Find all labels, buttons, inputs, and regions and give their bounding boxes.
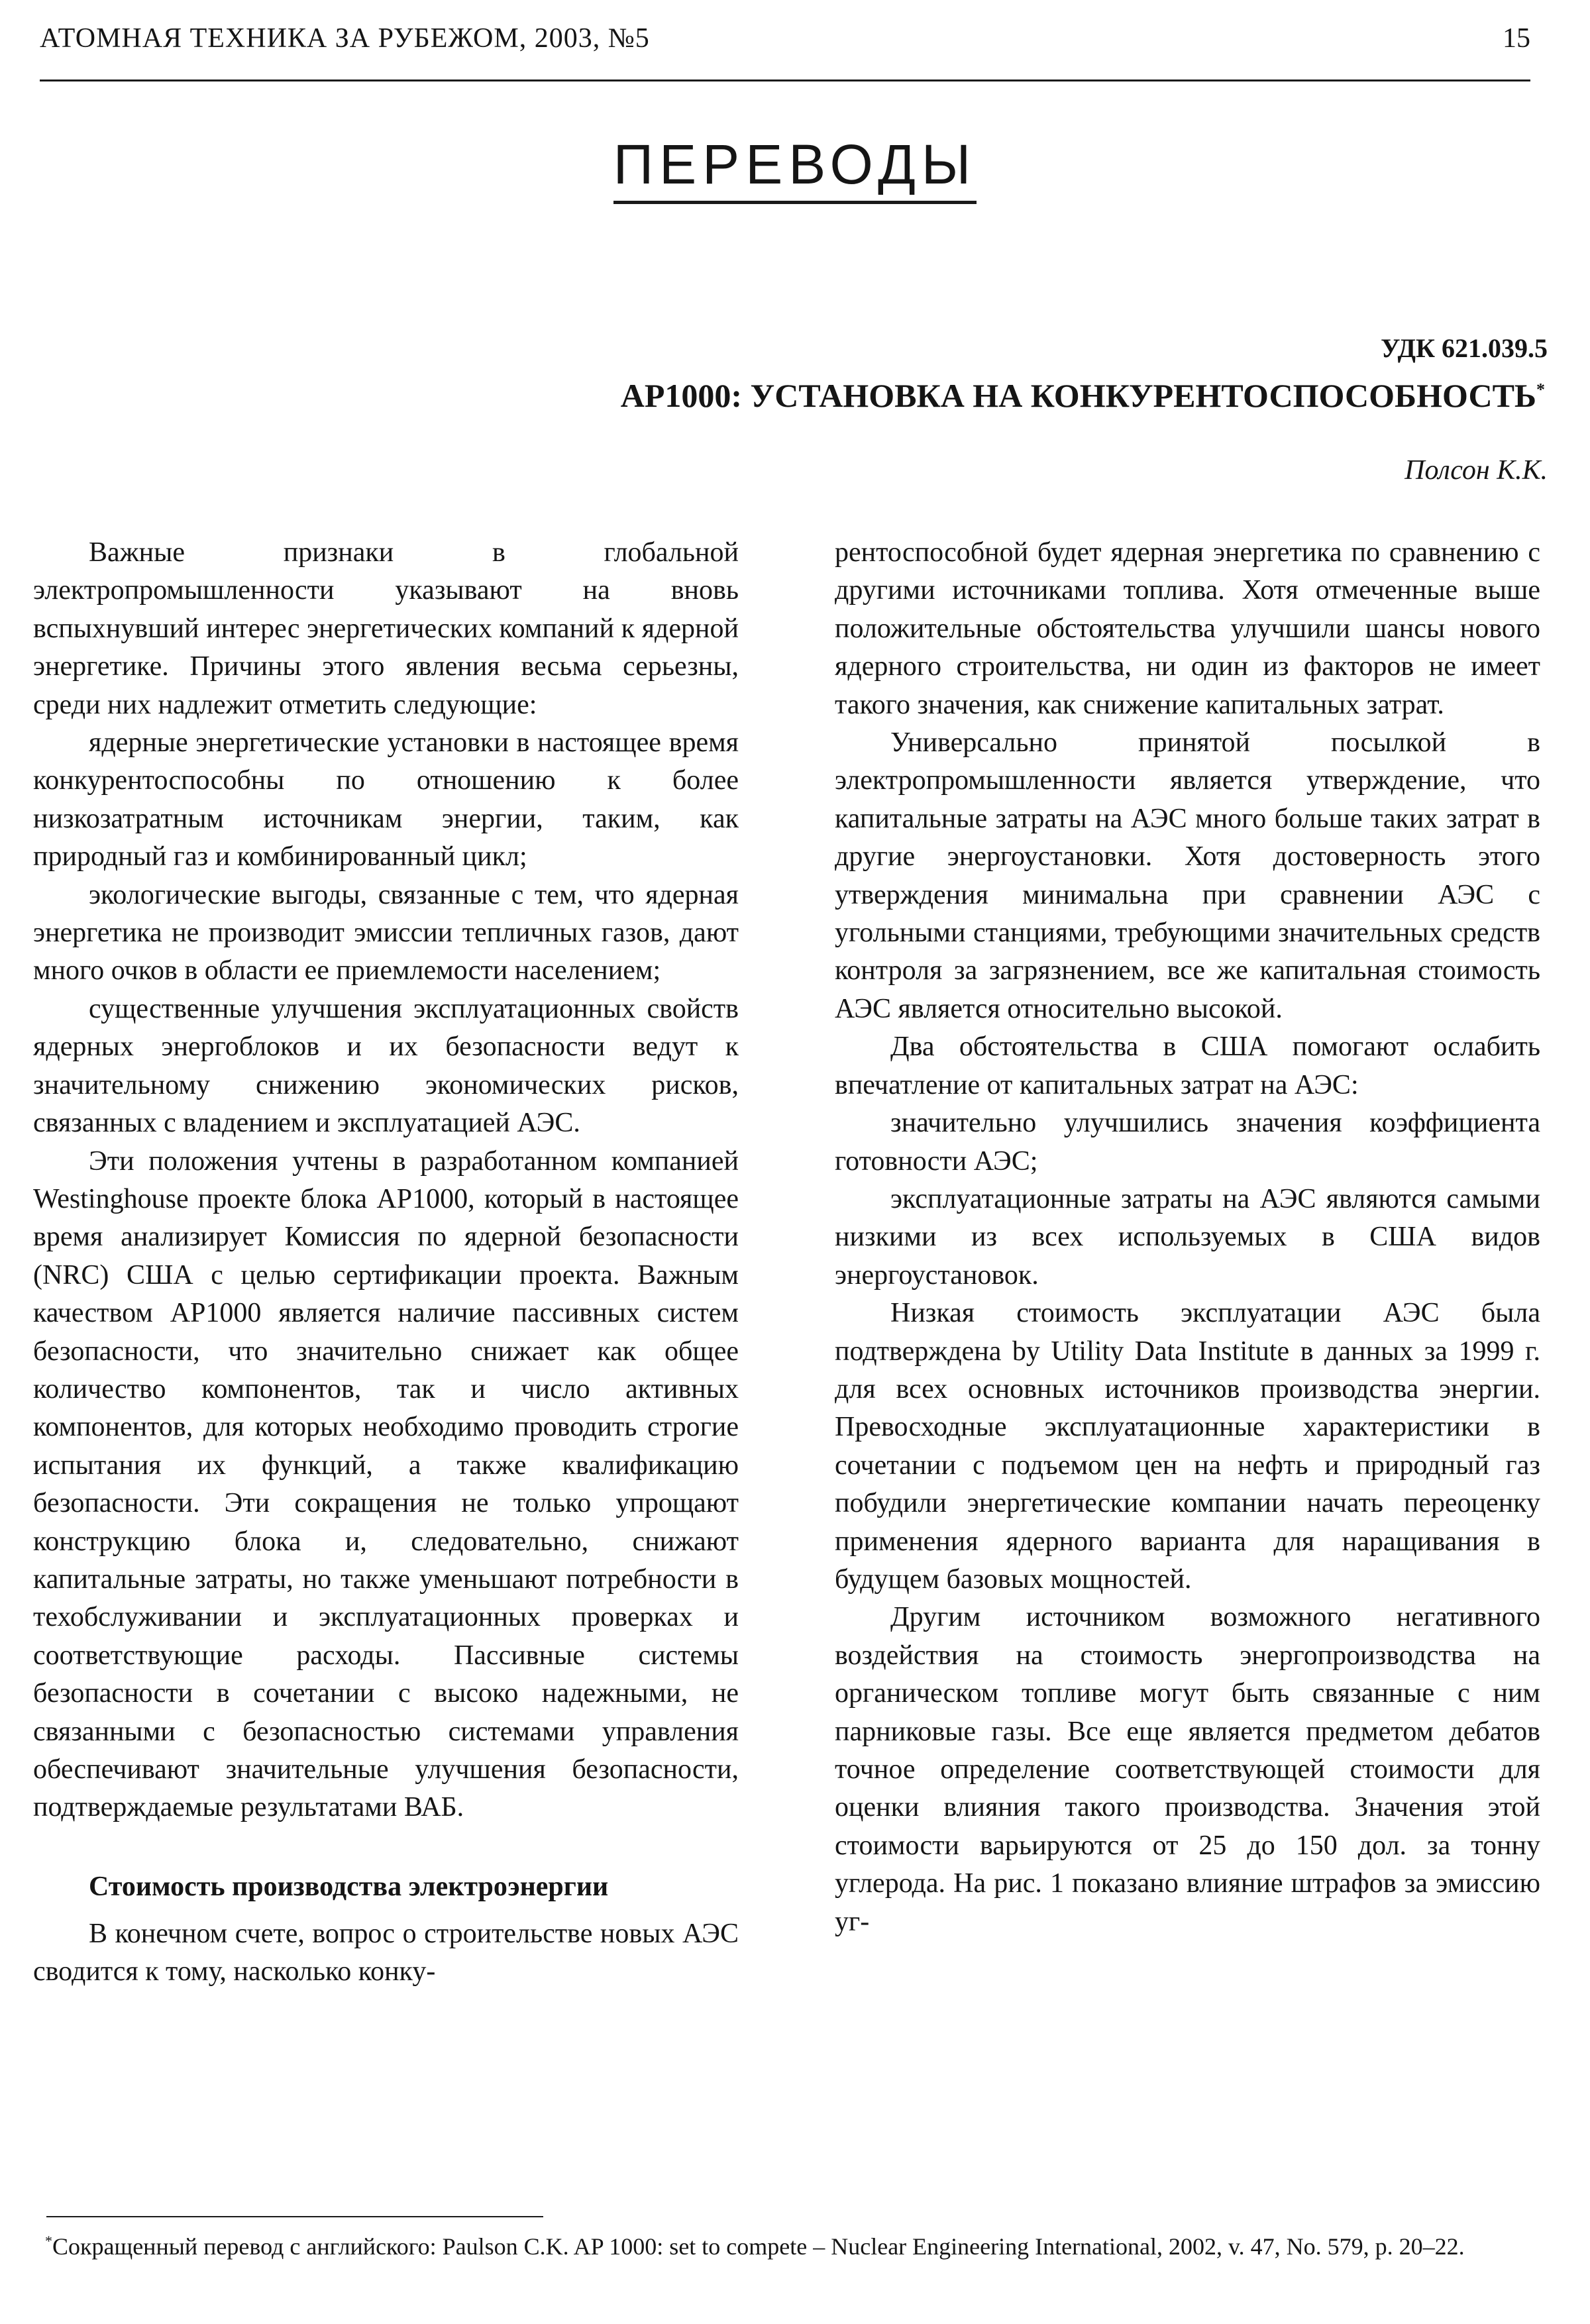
paragraph: Эти положения учтены в разработанном компанией Westinghouse проекте блока АР1000, который в настоящее время анализирует Комиссия по ядерной безопасности (NRC) США с целью сертификации проекта. Важным качеством АР1000 является наличие пассивных систем безопасности, что значительно снижает как общее количество компонентов, так и число активных компонентов, для которых необходимо проводить строгие испытания их функций, а также квалификацию безопасности. Эти сокращения не только упрощают конструкцию блока и, следовательно, снижают капитальные затраты, но также уменьшают потребности в техобслуживании и эксплуатационных проверках и соответствующие расходы. Пассивные системы безопасности в сочетании с высоко надежными, не связанными с безопасностью системами управления обеспечивают значительные улучшения безопасности, подтверждаемые результатами ВАБ. — [33, 1145, 739, 1823]
paragraph: существенные улучшения эксплуатационных свойств ядерных энергоблоков и их безопасности ведут к значительному снижению экономических рисков, связанных с владением и эксплуатацией АЭС. — [33, 993, 739, 1139]
article-title — [621, 376, 1545, 415]
subheading: Стоимость производства электроэнергии — [89, 1871, 609, 1902]
author: Полсон К.К. — [1404, 455, 1548, 486]
footnote-mark: * — [45, 2233, 52, 2249]
paragraph: Другим источником возможного негативного воздействия на стоимость энергопроизводства на органическом топливе могут быть связанные с ним парниковые газы. Все еще является предметом дебатов точное определение соответствующей стоимости для оценки влияния такого производства. Значения этой стоимости варьируются от 25 до 150 дол. за тонну углерода. На рис. 1 показано влияние штрафов за эмиссию уг- — [835, 1602, 1540, 1937]
right-column — [835, 534, 1540, 1941]
left-column — [33, 534, 739, 1991]
udc-code: УДК 621.039.5 — [1381, 333, 1548, 363]
footnote-rule — [46, 2216, 543, 2217]
article-title-text: АР1000: УСТАНОВКА НА КОНКУРЕНТОСПОСОБНОСТЬ — [620, 377, 1536, 414]
paragraph: ядерные энергетические установки в настоящее время конкурентоспособны по отношению к более низкозатратным источникам энергии, таким, как природный газ и комбинированный цикл; — [33, 727, 739, 872]
section-title — [0, 132, 1590, 204]
section-title-text: ПЕРЕВОДЫ — [613, 132, 977, 204]
paragraph: Универсально принятой посылкой в электропромышленности является утверждение, что капитальные затраты на АЭС много больше таких затрат в другие энергоустановки. Хотя достоверность этого утверждения минимальна при сравнении АЭС с угольными станциями, требующими значительных средств контроля за загрязнением, все же капитальная стоимость АЭС является относительно высокой. — [835, 727, 1540, 1024]
paragraph: значительно улучшились значения коэффициента готовности АЭС; — [835, 1108, 1540, 1177]
journal-name: АТОМНАЯ ТЕХНИКА ЗА РУБЕЖОМ, 2003, №5 — [40, 23, 650, 54]
paragraph: Важные признаки в глобальной электропромышленности указывают на вновь вспыхнувший интерес энергетических компаний к ядерной энергетике. Причины этого явления весьма серьезны, среди них надлежит отметить следующие: — [33, 537, 739, 720]
paragraph: эксплуатационные затраты на АЭС являются самыми низкими из всех используемых в США видов энергоустановок. — [835, 1183, 1540, 1291]
paragraph-continuation: рентоспособной будет ядерная энергетика по сравнению с другими источниками топлива. Хотя отмеченные выше положительные обстоятельства улучшили шансы нового ядерного строительства, ни один из факторов не имеет такого значения, как снижение капитальных затрат. — [835, 537, 1540, 720]
paragraph: Два обстоятельства в США помогают ослабить впечатление от капитальных затрат на АЭС: — [835, 1031, 1540, 1100]
paragraph: Низкая стоимость эксплуатации АЭС была подтверждена by Utility Data Institute в данных за 1999 г. для всех основных источников производства энергии. Превосходные эксплуатационные характеристики в сочетании с подъемом цен на нефть и природный газ побудили энергетические компании начать переоценку применения ядерного варианта для наращивания в будущем базовых мощностей. — [835, 1298, 1540, 1595]
paragraph: экологические выгоды, связанные с тем, что ядерная энергетика не производит эмиссии тепличных газов, дают много очков в области ее приемлемости населением; — [33, 879, 739, 986]
footnote — [45, 2225, 1489, 2263]
footnote-text: Сокращенный перевод с английского: Paulson C.K. AP 1000: set to compete – Nuclear Engineering International, 2002, v. 47, No. 579, p. 20–22. — [52, 2233, 1465, 2260]
paragraph: В конечном счете, вопрос о строительстве новых АЭС сводится к тому, насколько конку- — [33, 1918, 739, 1987]
footnote-marker: * — [1536, 380, 1545, 399]
page-number: 15 — [1503, 23, 1530, 54]
running-head — [40, 20, 1530, 81]
